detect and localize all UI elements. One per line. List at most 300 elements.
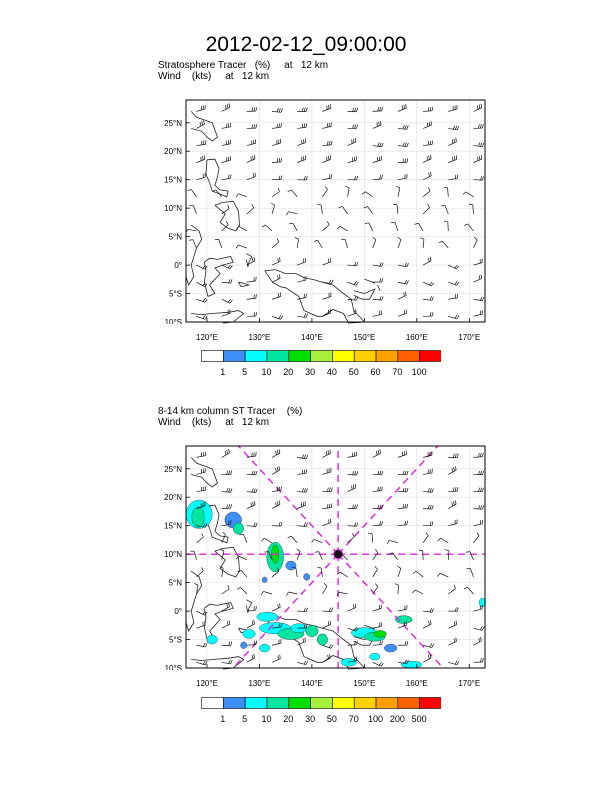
wind-barb bbox=[373, 471, 383, 475]
wind-barb bbox=[348, 504, 358, 508]
wind-barb bbox=[272, 274, 280, 282]
wind-barb bbox=[297, 469, 306, 474]
wind-barb bbox=[373, 278, 383, 282]
wind-barb bbox=[373, 449, 381, 457]
x-tick-label: 160°E bbox=[405, 333, 428, 342]
wind-barb bbox=[373, 521, 383, 526]
colorbar-swatch bbox=[245, 351, 267, 362]
wind-barb bbox=[287, 592, 298, 596]
wind-barb bbox=[189, 240, 196, 248]
wind-barb bbox=[297, 661, 308, 665]
wind-barb bbox=[473, 104, 481, 112]
wind-barb bbox=[297, 155, 305, 162]
colorbar-swatch bbox=[223, 698, 245, 709]
colorbar-label: 50 bbox=[326, 714, 337, 724]
x-tick-labels bbox=[156, 676, 486, 694]
colorbar-label: 20 bbox=[283, 714, 294, 724]
wind-barb bbox=[473, 275, 481, 283]
wind-barb bbox=[247, 139, 256, 145]
wind-barb bbox=[473, 155, 481, 162]
wind-barb bbox=[272, 466, 280, 474]
wind-barb bbox=[423, 257, 431, 265]
wind-barb bbox=[237, 587, 247, 594]
wind-barb bbox=[438, 538, 449, 543]
wind-barb bbox=[348, 309, 356, 316]
wind-barb bbox=[222, 449, 230, 457]
wind-barb bbox=[348, 281, 359, 285]
colorbar-swatch bbox=[376, 698, 398, 709]
wind-barb bbox=[398, 174, 407, 180]
x-tick-label: 150°E bbox=[353, 333, 376, 342]
wind-barb bbox=[473, 310, 482, 316]
map1-svg bbox=[156, 88, 486, 324]
wind-barb bbox=[438, 573, 449, 577]
wind-barb bbox=[473, 237, 477, 248]
wind-barb bbox=[272, 139, 281, 146]
y-tick-label: 15°N bbox=[164, 175, 182, 185]
page-title: 2012-02-12_09:00:00 bbox=[205, 33, 407, 56]
wind-barb bbox=[272, 257, 280, 265]
wind-barb bbox=[423, 505, 433, 509]
wind-barb bbox=[423, 644, 434, 648]
wind-barb bbox=[469, 204, 474, 214]
map2-svg bbox=[156, 434, 486, 670]
wind-barb bbox=[448, 661, 459, 665]
wind-barb bbox=[339, 206, 348, 213]
colorbar-label: 30 bbox=[305, 367, 316, 377]
wind-barb bbox=[373, 107, 383, 111]
x-tick-labels bbox=[156, 330, 486, 348]
wind-barb bbox=[348, 471, 358, 475]
wind-barb bbox=[247, 204, 254, 213]
wind-barb bbox=[389, 553, 398, 560]
wind-barb bbox=[236, 245, 247, 248]
wind-barb bbox=[341, 239, 347, 248]
wind-barb bbox=[348, 452, 357, 458]
colorbar-label: 5 bbox=[242, 367, 248, 377]
wind-barb bbox=[398, 143, 408, 147]
wind-barb bbox=[473, 488, 483, 492]
tracer-patch bbox=[374, 630, 387, 637]
wind-barb bbox=[464, 587, 474, 594]
y-tick-label: 0° bbox=[174, 607, 182, 617]
wind-barb bbox=[222, 103, 230, 111]
x-tick-label: 150°E bbox=[353, 679, 376, 688]
wind-barb bbox=[473, 297, 484, 301]
wind-barb bbox=[222, 140, 231, 146]
wind-barb bbox=[322, 221, 329, 231]
panel2-subtitle-2: Wind (kts) at 12 km bbox=[158, 417, 270, 428]
colorbar-label: 40 bbox=[326, 367, 337, 377]
wind-barb bbox=[423, 608, 433, 612]
wind-barb bbox=[196, 155, 204, 162]
wind-barb bbox=[222, 488, 232, 492]
wind-barb bbox=[423, 654, 431, 662]
wind-barb bbox=[196, 621, 205, 628]
wind-barb bbox=[348, 156, 357, 162]
wind-barb bbox=[190, 551, 196, 560]
wind-barb bbox=[473, 626, 484, 630]
wind-barb bbox=[322, 450, 330, 458]
colorbar-label: 200 bbox=[389, 714, 405, 724]
wind-barb bbox=[247, 173, 255, 180]
y-tick-label: 10°N bbox=[164, 204, 182, 214]
wind-barb bbox=[222, 471, 232, 475]
wind-barb bbox=[413, 571, 423, 577]
tracer-patch bbox=[401, 661, 422, 668]
wind-barb bbox=[186, 229, 197, 233]
wind-barb bbox=[373, 262, 383, 266]
wind-barb bbox=[222, 123, 231, 129]
wind-barb bbox=[365, 223, 373, 231]
coastline bbox=[215, 201, 240, 231]
colorbar-label: 10 bbox=[261, 367, 272, 377]
wind-barb bbox=[247, 312, 257, 316]
colorbar1-svg bbox=[201, 350, 441, 362]
colorbar-label: 1 bbox=[220, 367, 226, 377]
wind-barb bbox=[297, 276, 306, 282]
wind-barb bbox=[423, 282, 434, 286]
wind-barb bbox=[272, 108, 282, 112]
wind-barb bbox=[222, 504, 232, 508]
colorbar-label: 70 bbox=[348, 714, 359, 724]
y-tick-label: 10°S bbox=[164, 318, 182, 324]
colorbar-label: 5 bbox=[242, 714, 248, 724]
wind-barb bbox=[415, 223, 424, 231]
wind-barb bbox=[373, 487, 383, 492]
wind-barb bbox=[423, 204, 429, 214]
wind-barb bbox=[247, 294, 257, 299]
wind-barb bbox=[448, 487, 458, 491]
wind-barb bbox=[196, 661, 207, 665]
wind-barb bbox=[196, 643, 207, 647]
wind-barb bbox=[346, 186, 350, 197]
coastline bbox=[239, 282, 249, 287]
wind-barb bbox=[448, 105, 457, 111]
wind-barb bbox=[448, 621, 456, 628]
wind-barb bbox=[288, 536, 298, 543]
wind-barb bbox=[297, 488, 307, 492]
coastline bbox=[191, 311, 244, 324]
colorbar-label: 100 bbox=[368, 714, 384, 724]
wind-barb bbox=[473, 124, 483, 128]
wind-barb bbox=[272, 449, 280, 457]
wind-barb bbox=[247, 620, 255, 628]
colorbar-swatch bbox=[311, 698, 333, 709]
wind-barb bbox=[237, 570, 247, 577]
wind-barb bbox=[271, 203, 274, 214]
wind-barb bbox=[368, 533, 373, 543]
wind-barb bbox=[272, 603, 280, 611]
wind-barb bbox=[398, 309, 407, 316]
colorbar-swatch bbox=[289, 351, 311, 362]
wind-barb bbox=[412, 590, 423, 594]
wind-barb bbox=[391, 222, 398, 231]
wind-barb bbox=[222, 265, 233, 269]
wind-barb bbox=[448, 281, 459, 285]
wind-barb bbox=[373, 662, 384, 666]
coastline bbox=[364, 279, 374, 283]
wind-barb bbox=[473, 533, 479, 543]
wind-barb bbox=[287, 212, 298, 215]
x-tick-label: 170°E bbox=[458, 679, 481, 688]
wind-barb bbox=[441, 205, 448, 213]
wind-barb bbox=[423, 620, 431, 628]
wind-barb bbox=[236, 194, 247, 197]
wind-barb bbox=[448, 138, 456, 146]
tracer-patch bbox=[370, 653, 380, 660]
wind-barb bbox=[297, 139, 305, 146]
y-tick-label: 10°N bbox=[164, 550, 182, 560]
wind-barb bbox=[448, 585, 455, 594]
wind-barb bbox=[423, 107, 433, 111]
y-tick-label: 20°N bbox=[164, 147, 182, 157]
wind-barb bbox=[398, 566, 401, 577]
wind-barb bbox=[423, 521, 433, 525]
tracer-patch bbox=[306, 625, 319, 636]
wind-barb bbox=[396, 186, 400, 197]
wind-barb bbox=[448, 607, 458, 611]
map-frame bbox=[186, 100, 485, 322]
colorbar-swatch bbox=[354, 698, 376, 709]
colorbar-label: 70 bbox=[392, 367, 403, 377]
tracer-patch bbox=[259, 644, 269, 652]
wind-barb bbox=[272, 655, 280, 663]
wind-barb bbox=[473, 637, 481, 645]
colorbar-label: 30 bbox=[305, 714, 316, 724]
wind-barb bbox=[348, 484, 356, 492]
coastline bbox=[265, 270, 365, 324]
wind-barb bbox=[398, 641, 408, 645]
wind-barb bbox=[423, 187, 430, 196]
wind-barb bbox=[373, 296, 383, 300]
x-tick-label: 140°E bbox=[300, 679, 323, 688]
panel2-colorbar-labels bbox=[201, 714, 461, 726]
tracer-patch bbox=[257, 612, 278, 621]
wind-barb bbox=[322, 258, 330, 265]
wind-barb bbox=[247, 488, 257, 492]
wind-barb bbox=[297, 638, 305, 646]
wind-barb bbox=[322, 280, 333, 284]
wind-barb bbox=[448, 126, 458, 130]
wind-barb bbox=[439, 241, 448, 248]
wind-barb bbox=[247, 107, 257, 111]
tracer-patch bbox=[192, 507, 205, 527]
wind-barb bbox=[348, 604, 356, 611]
y-tick-label: 25°N bbox=[164, 464, 182, 474]
wind-barb bbox=[473, 520, 482, 526]
wind-barb bbox=[398, 521, 408, 526]
wind-barb bbox=[348, 138, 356, 146]
coastline bbox=[186, 571, 202, 631]
wind-barb bbox=[322, 104, 330, 111]
wind-barb bbox=[297, 313, 307, 317]
colorbar-swatch bbox=[398, 698, 420, 709]
coastline bbox=[378, 285, 381, 291]
colorbar-swatch bbox=[202, 351, 224, 362]
wind-barb bbox=[373, 175, 383, 180]
colorbar-swatch bbox=[332, 351, 354, 362]
wind-barb bbox=[364, 207, 373, 214]
wind-barb bbox=[473, 453, 483, 457]
wind-barb bbox=[222, 585, 229, 594]
wind-barb bbox=[348, 125, 358, 129]
wind-barb bbox=[362, 192, 372, 197]
colorbar-swatch bbox=[311, 351, 333, 362]
wind-barb bbox=[247, 155, 255, 163]
wind-barb bbox=[247, 471, 257, 475]
y-tick-label: 15°N bbox=[164, 521, 182, 531]
wind-barb bbox=[423, 121, 431, 128]
x-tick-label: 140°E bbox=[300, 333, 323, 342]
wind-barb bbox=[473, 471, 483, 475]
wind-barb bbox=[373, 604, 382, 611]
wind-barb bbox=[196, 468, 205, 474]
panel2-map bbox=[156, 434, 486, 670]
wind-barb bbox=[393, 204, 398, 214]
panel2-colorbar bbox=[201, 696, 441, 714]
wind-barb bbox=[373, 566, 378, 577]
wind-barb bbox=[398, 292, 406, 300]
wind-barb bbox=[423, 532, 428, 542]
wind-barb bbox=[448, 466, 456, 474]
wind-barb bbox=[322, 155, 330, 162]
panel1-map bbox=[156, 88, 486, 324]
wind-barb bbox=[395, 584, 399, 594]
x-tick-label: 160°E bbox=[405, 679, 428, 688]
colorbar-swatch bbox=[202, 698, 224, 709]
wind-barb bbox=[398, 451, 407, 458]
wind-barb bbox=[272, 123, 281, 128]
wind-barb bbox=[398, 605, 407, 611]
wind-barb bbox=[448, 520, 457, 526]
panel1-colorbar bbox=[201, 349, 441, 367]
wind-barb bbox=[444, 187, 449, 197]
wind-barb bbox=[444, 221, 448, 231]
wind-barb bbox=[423, 488, 433, 492]
wind-barb bbox=[322, 519, 330, 526]
colorbar-swatch bbox=[420, 351, 441, 362]
y-tick-label: 20°N bbox=[164, 493, 182, 503]
wind-barb bbox=[448, 315, 459, 319]
wind-barb bbox=[272, 238, 279, 248]
wind-barb bbox=[289, 223, 297, 231]
colorbar-label: 50 bbox=[348, 367, 359, 377]
wind-barb bbox=[419, 550, 423, 560]
wind-barb bbox=[373, 310, 382, 316]
y-tick-label: 5°S bbox=[169, 635, 182, 645]
wind-barb bbox=[348, 641, 358, 645]
wind-barb bbox=[196, 120, 204, 128]
tracer-patch bbox=[304, 574, 310, 581]
wind-barb bbox=[261, 591, 272, 594]
wind-barb bbox=[448, 454, 458, 458]
wind-barb bbox=[247, 654, 255, 662]
colorbar2-svg bbox=[201, 697, 441, 709]
colorbar-label: 10 bbox=[261, 714, 272, 724]
wind-barb bbox=[463, 192, 474, 197]
wind-barb bbox=[222, 279, 232, 283]
wind-barb bbox=[297, 501, 305, 508]
y-tick-label: 10°S bbox=[164, 664, 182, 670]
wind-barb bbox=[288, 190, 297, 197]
colorbar-label: 500 bbox=[411, 714, 427, 724]
wind-barb bbox=[297, 108, 307, 112]
wind-barb bbox=[373, 143, 383, 147]
wind-barb bbox=[247, 641, 257, 646]
wind-barb bbox=[464, 224, 473, 231]
colorbar-swatch bbox=[223, 351, 245, 362]
wind-barb bbox=[236, 556, 247, 560]
wind-barb bbox=[297, 455, 308, 459]
wind-barb bbox=[240, 534, 247, 542]
wind-barb bbox=[272, 176, 282, 180]
wind-barb bbox=[473, 658, 483, 662]
colorbar-swatch bbox=[376, 351, 398, 362]
x-tick-label: 120°E bbox=[196, 679, 218, 688]
wind-barb bbox=[196, 105, 205, 111]
y-tick-label: 25°N bbox=[164, 118, 182, 128]
wind-barb bbox=[466, 568, 473, 576]
x-tick-label: 120°E bbox=[196, 333, 218, 342]
wind-barb bbox=[196, 140, 205, 145]
wind-barb bbox=[297, 123, 306, 128]
wind-barb bbox=[272, 501, 280, 509]
wind-barb bbox=[222, 620, 230, 628]
wind-barb bbox=[420, 238, 424, 248]
wind-barb bbox=[215, 239, 222, 248]
wind-barb bbox=[247, 277, 256, 282]
y-tick-label: 5°N bbox=[168, 578, 182, 588]
wind-barb bbox=[448, 500, 456, 508]
wind-barb bbox=[423, 172, 431, 180]
colorbar-swatch bbox=[289, 698, 311, 709]
wind-barb bbox=[373, 622, 382, 628]
colorbar-swatch bbox=[245, 698, 267, 709]
panel1-subtitle-2: Wind (kts) at 12 km bbox=[158, 71, 270, 82]
tracer-patch bbox=[207, 635, 217, 644]
coastline bbox=[191, 111, 217, 141]
colorbar-swatch bbox=[354, 351, 376, 362]
wind-barb bbox=[398, 504, 408, 509]
colorbar-swatch bbox=[267, 698, 289, 709]
wind-barb bbox=[473, 259, 482, 265]
colorbar-label: 20 bbox=[283, 367, 294, 377]
wind-barb bbox=[322, 487, 332, 491]
wind-barb bbox=[373, 121, 381, 128]
wind-barb bbox=[222, 205, 229, 214]
tracer-patch bbox=[262, 577, 267, 583]
wind-barb bbox=[222, 174, 231, 179]
wind-barb bbox=[188, 189, 197, 196]
y-tick-label: 0° bbox=[174, 261, 182, 271]
tracer-patch bbox=[233, 523, 243, 534]
wind-barb bbox=[337, 226, 348, 231]
wind-barb bbox=[322, 174, 331, 180]
wind-barb bbox=[247, 501, 255, 509]
wind-barb bbox=[423, 141, 433, 146]
wind-barb bbox=[398, 237, 401, 248]
tracer-patch bbox=[317, 634, 327, 645]
wind-barb bbox=[322, 621, 330, 629]
colorbar-label: 1 bbox=[220, 714, 226, 724]
wind-barb bbox=[448, 155, 456, 162]
wind-barb bbox=[466, 552, 474, 560]
wind-barb bbox=[196, 298, 207, 302]
wind-barb bbox=[189, 205, 196, 213]
wind-barb bbox=[448, 294, 457, 299]
wind-barb bbox=[348, 176, 358, 180]
